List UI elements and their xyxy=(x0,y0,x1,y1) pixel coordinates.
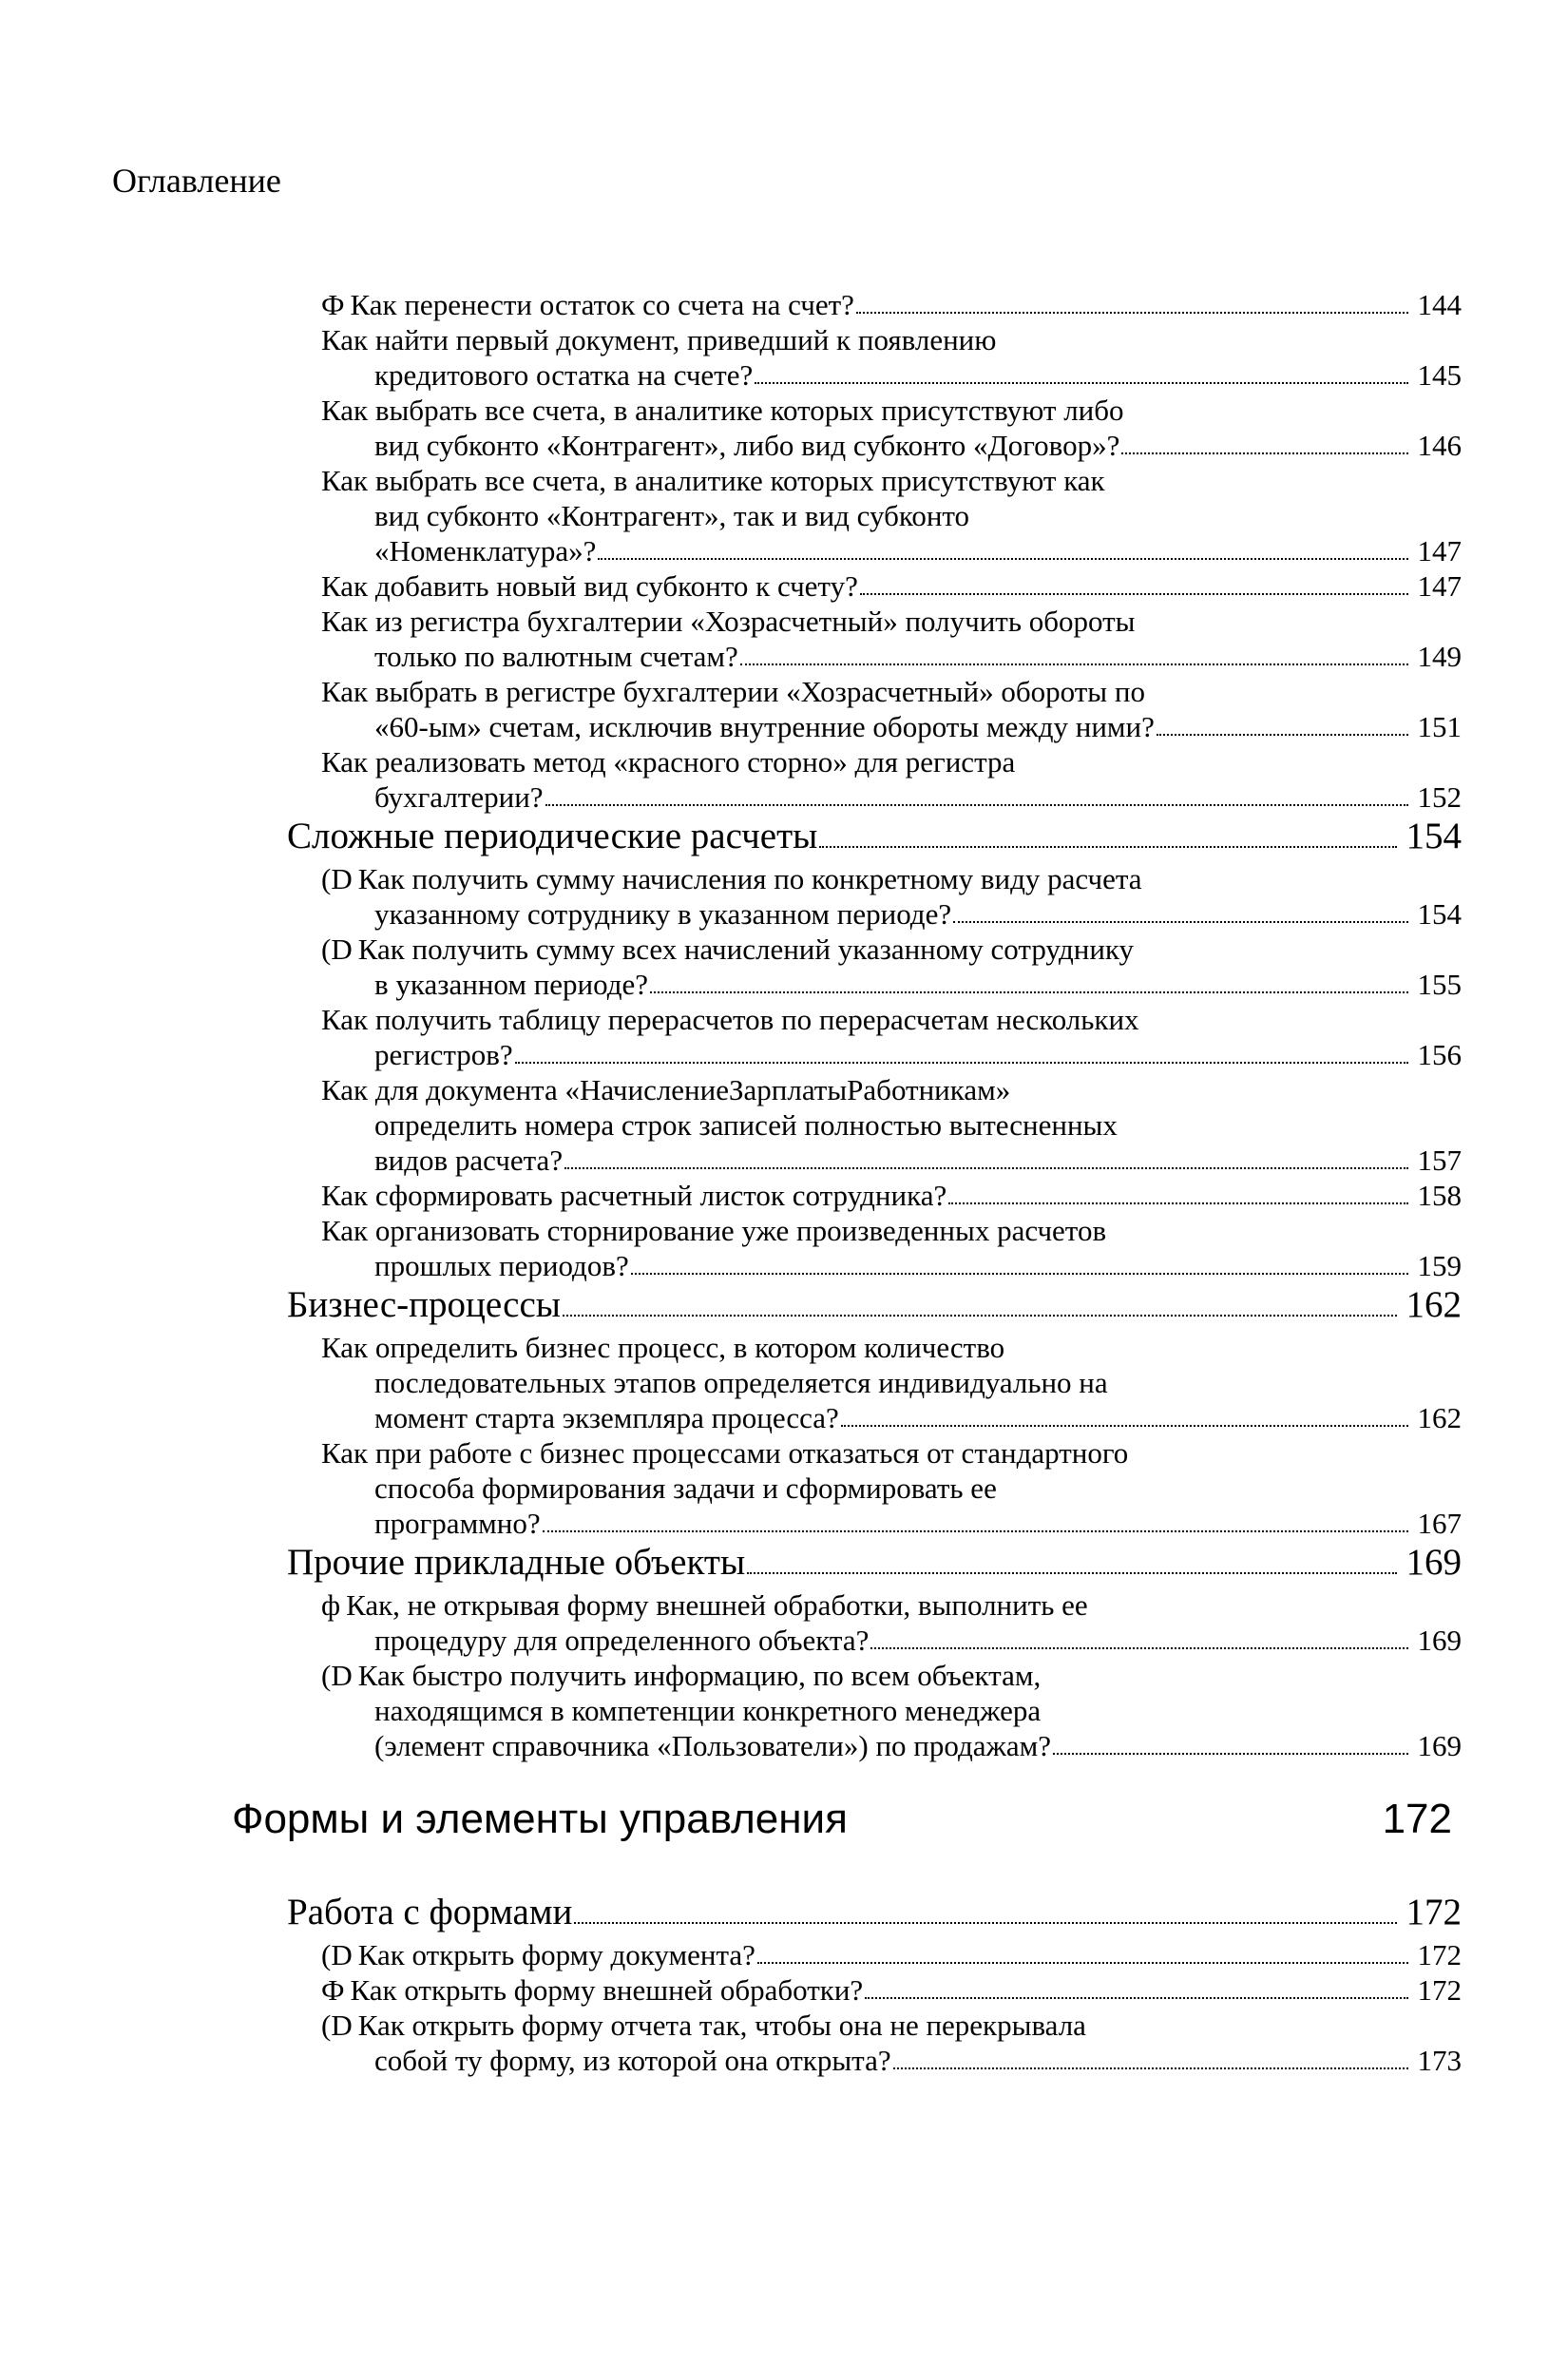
toc-entry[interactable] xyxy=(321,744,1462,815)
chapter-heading[interactable] xyxy=(232,1795,1452,1844)
entry-text: находящимся в компетенции конкретного менеджера xyxy=(374,1694,1042,1727)
entry-text: вид субконто «Контрагент», так и вид субконто xyxy=(374,499,970,532)
entry-text: регистров? xyxy=(374,1038,513,1071)
dot-leader xyxy=(543,1530,1408,1532)
toc-entry[interactable] xyxy=(321,1658,1462,1763)
entry-text: Как получить сумму всех начислений указанному сотруднику xyxy=(357,933,1135,966)
entry-marker-icon: (D xyxy=(321,1659,353,1692)
entry-text: бухгалтерии? xyxy=(374,780,544,814)
page-number: 149 xyxy=(1417,640,1462,673)
dot-leader xyxy=(1157,734,1408,736)
toc-section[interactable] xyxy=(287,1284,1462,1326)
page-number: 157 xyxy=(1417,1144,1462,1177)
dot-leader xyxy=(515,1062,1408,1064)
entry-text: в указанном периоде? xyxy=(374,968,649,1001)
toc-entry[interactable] xyxy=(321,568,1462,604)
dot-leader xyxy=(948,1202,1408,1204)
page-number: 147 xyxy=(1417,534,1462,567)
dot-leader xyxy=(757,1962,1408,1964)
toc-entry[interactable] xyxy=(321,322,1462,393)
dot-leader xyxy=(870,1647,1408,1649)
entry-marker-icon: (D xyxy=(321,862,353,895)
section-title: Прочие прикладные объекты xyxy=(287,1542,746,1583)
entry-text: Как открыть форму внешней обработки? xyxy=(350,1973,864,2007)
entry-marker-icon: Ф xyxy=(321,288,345,321)
entry-text: кредитового остатка на счете? xyxy=(374,358,754,392)
entry-text: Как получить таблицу перерасчетов по перерасчетам нескольких xyxy=(321,1003,1139,1036)
dot-leader xyxy=(893,2067,1408,2069)
entry-text: только по валютным счетам? xyxy=(374,640,738,673)
dot-leader xyxy=(747,1572,1397,1574)
toc-section[interactable] xyxy=(287,1892,1462,1933)
toc-entry[interactable] xyxy=(321,1435,1462,1541)
entry-text: Как добавить новый вид субконто к счету? xyxy=(321,569,858,603)
entry-text: определить номера строк записей полностью вытесненных xyxy=(374,1108,1118,1142)
page-number: 154 xyxy=(1405,816,1462,856)
toc-entry[interactable] xyxy=(321,1972,1462,2008)
entry-text: Как открыть форму отчета так, чтобы она не перекрывала xyxy=(357,2009,1086,2042)
page-number: 151 xyxy=(1417,710,1462,743)
dot-leader xyxy=(819,846,1397,848)
entry-text: Как организовать сторнирование уже произведенных расчетов xyxy=(321,1214,1107,1247)
page-number: 144 xyxy=(1417,288,1462,321)
entry-text: программно? xyxy=(374,1507,541,1540)
toc-entry[interactable] xyxy=(321,1002,1462,1072)
entry-text: Как получить сумму начисления по конкретному виду расчета xyxy=(357,862,1142,895)
toc-entry[interactable] xyxy=(321,393,1462,463)
entry-text: Как сформировать расчетный листок сотрудника? xyxy=(321,1179,947,1212)
toc-entry[interactable] xyxy=(321,1178,1462,1213)
entry-text: «Номенклатура»? xyxy=(374,534,597,567)
entry-text: Как выбрать все счета, в аналитике которых присутствуют как xyxy=(321,464,1105,497)
entry-marker-icon: (D xyxy=(321,933,353,966)
entry-text: вид субконто «Контрагент», либо вид субконто «Договор»? xyxy=(374,429,1120,462)
toc-section[interactable] xyxy=(287,816,1462,857)
dot-leader xyxy=(564,1167,1408,1169)
dot-leader xyxy=(1053,1753,1408,1755)
entry-text: Как выбрать все счета, в аналитике которых присутствуют либо xyxy=(321,394,1124,427)
page-number: 159 xyxy=(1417,1249,1462,1282)
entry-marker-icon: Ф xyxy=(321,1973,345,2007)
dot-leader xyxy=(856,312,1408,314)
dot-leader xyxy=(740,663,1408,665)
page-number: 169 xyxy=(1417,1624,1462,1657)
entry-text: момент старта экземпляра процесса? xyxy=(374,1401,839,1434)
entry-text: Как для документа «НачислениеЗарплатыРаботникам» xyxy=(321,1073,1011,1106)
entry-text: Как реализовать метод «красного сторно» для регистра xyxy=(321,745,1016,779)
page-number: 172 xyxy=(1417,1938,1462,1971)
dot-leader xyxy=(860,593,1408,595)
dot-leader xyxy=(865,1997,1408,1999)
toc-entry[interactable] xyxy=(321,287,1462,322)
dot-leader xyxy=(1121,452,1408,454)
page-number: 154 xyxy=(1417,897,1462,931)
dot-leader xyxy=(545,804,1408,806)
entry-text: указанному сотруднику в указанном периоде? xyxy=(374,897,952,931)
entry-text: Как при работе с бизнес процессами отказаться от стандартного xyxy=(321,1436,1129,1470)
dot-leader xyxy=(574,1922,1397,1924)
page-number: 173 xyxy=(1417,2044,1462,2077)
dot-leader xyxy=(841,1425,1408,1427)
dot-leader xyxy=(953,921,1408,923)
page-number: 158 xyxy=(1417,1179,1462,1212)
entry-text: Как выбрать в регистре бухгалтерии «Хозрасчетный» обороты по xyxy=(321,675,1145,708)
dot-leader xyxy=(598,558,1408,560)
toc-entry[interactable] xyxy=(321,1587,1462,1658)
entry-text: Как перенести остаток со счета на счет? xyxy=(350,288,854,321)
page-number: 172 xyxy=(1417,1973,1462,2007)
toc-entry[interactable] xyxy=(321,463,1462,568)
page-number: 167 xyxy=(1417,1507,1462,1540)
page-number: 146 xyxy=(1417,429,1462,462)
page-number: 152 xyxy=(1417,780,1462,814)
chapter-title: Формы и элементы управления xyxy=(232,1796,848,1842)
page-number: 162 xyxy=(1417,1401,1462,1434)
page-number: 156 xyxy=(1417,1038,1462,1071)
toc-section[interactable] xyxy=(287,1542,1462,1584)
toc-entry[interactable] xyxy=(321,1213,1462,1283)
dot-leader xyxy=(755,382,1408,384)
entry-text: последовательных этапов определяется индивидуально на xyxy=(374,1366,1108,1399)
entry-marker-icon: (D xyxy=(321,1938,353,1971)
entry-text: прошлых периодов? xyxy=(374,1249,629,1282)
toc-entry[interactable] xyxy=(321,604,1462,674)
page-number: 155 xyxy=(1417,968,1462,1001)
entry-text: Как, не открывая форму внешней обработки, выполнить ее xyxy=(346,1588,1088,1622)
entry-text: «60-ым» счетам, исключив внутренние обороты между ними? xyxy=(374,710,1155,743)
section-title: Бизнес-процессы xyxy=(287,1284,561,1325)
toc-entry[interactable] xyxy=(321,674,1462,744)
page-number: 162 xyxy=(1405,1284,1462,1325)
page-number: 172 xyxy=(1405,1892,1462,1932)
page-number: 147 xyxy=(1417,569,1462,603)
entry-text: (элемент справочника «Пользователи») по продажам? xyxy=(374,1729,1052,1762)
entry-text: процедуру для определенного объекта? xyxy=(374,1624,870,1657)
toc-entry[interactable] xyxy=(321,1937,1462,1972)
toc-entry[interactable] xyxy=(321,1330,1462,1435)
page-number: 169 xyxy=(1405,1542,1462,1583)
entry-text: Как найти первый документ, приведший к появлению xyxy=(321,323,997,356)
chapter-page-number: 172 xyxy=(1382,1796,1452,1842)
dot-leader xyxy=(631,1273,1408,1275)
dot-leader xyxy=(563,1315,1397,1317)
entry-marker-icon: ф xyxy=(321,1588,341,1622)
entry-text: Как из регистра бухгалтерии «Хозрасчетный» получить обороты xyxy=(321,605,1136,638)
section-title: Работа с формами xyxy=(287,1892,573,1932)
entry-marker-icon: (D xyxy=(321,2009,353,2042)
toc-entry[interactable] xyxy=(321,861,1462,932)
page-number: 145 xyxy=(1417,358,1462,392)
entry-text: Как определить бизнес процесс, в котором количество xyxy=(321,1331,1005,1364)
entry-text: собой ту форму, из которой она открыта? xyxy=(374,2044,891,2077)
entry-text: Как открыть форму документа? xyxy=(357,1938,755,1971)
section-title: Сложные периодические расчеты xyxy=(287,816,818,856)
running-head: Оглавление xyxy=(112,162,281,200)
toc-entry[interactable] xyxy=(321,932,1462,1002)
entry-text: способа формирования задачи и сформировать ее xyxy=(374,1471,997,1505)
toc-entry[interactable] xyxy=(321,1072,1462,1178)
entry-text: видов расчета? xyxy=(374,1144,564,1177)
entry-text: Как быстро получить информацию, по всем объектам, xyxy=(357,1659,1042,1692)
page-number: 169 xyxy=(1417,1729,1462,1762)
toc-entry[interactable] xyxy=(321,2008,1462,2078)
dot-leader xyxy=(650,991,1408,993)
